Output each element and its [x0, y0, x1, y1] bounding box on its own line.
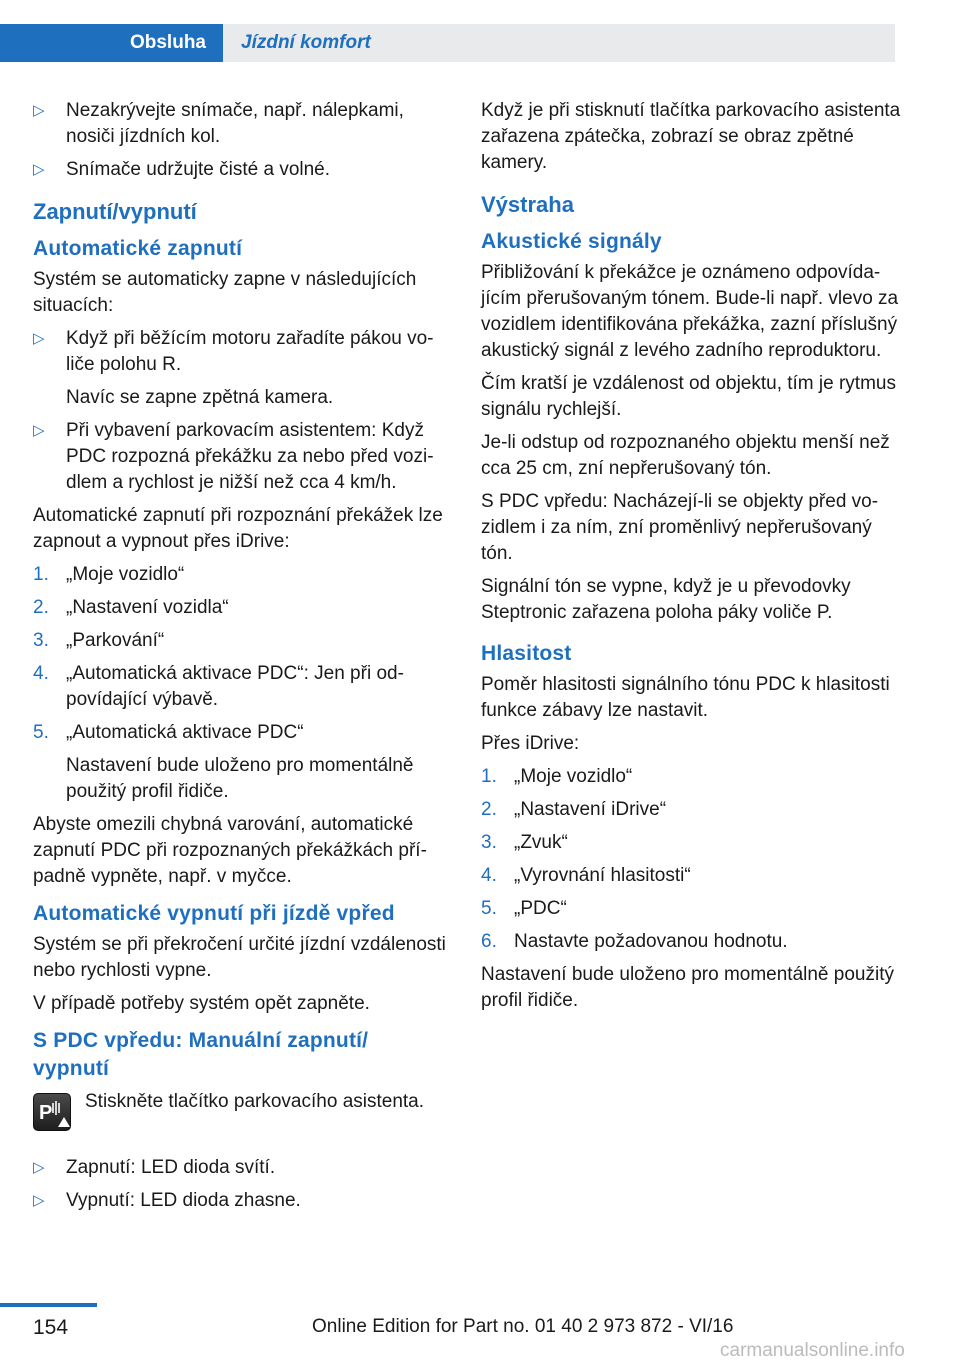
- list-item: ▷ Při vybavení parkovacím asistentem: Když PDC rozpozná překážku za nebo před vozidlem a rychlost je nižší než cca 4 km/h.: [33, 420, 434, 493]
- step-item: 3. „Zvuk“: [481, 830, 901, 856]
- bullet-triangle-icon: ▷: [33, 102, 45, 119]
- paragraph: Přibližování k překážce je oznámeno odpovídajícím přerušovaným tónem. Bude-li např. vlevo za vozidlem identifikována překážka, zazní příslušný akustický signál z levého zadního reproduktoru.: [481, 262, 899, 361]
- step-number: 5.: [481, 898, 497, 919]
- step-number: 1.: [33, 564, 49, 585]
- right-column: [481, 98, 901, 1021]
- heading-automaticke-zapnuti: Automatické zapnutí: [33, 237, 243, 260]
- svg-text:P: P: [39, 1102, 53, 1124]
- header-tabs: [0, 24, 895, 62]
- paragraph: Přes iDrive:: [481, 733, 580, 754]
- step-item: 4. „Vyrovnání hlasitosti“: [481, 863, 901, 889]
- bullet-triangle-icon: ▷: [33, 161, 45, 178]
- step-number: 5.: [33, 722, 49, 743]
- bullet-triangle-icon: ▷: [33, 330, 45, 347]
- step-number: 2.: [33, 597, 49, 618]
- paragraph: S PDC vpředu: Nacházejí-li se objekty před vozidlem i za ním, zní proměnlivý nepřerušovaný tón.: [481, 491, 879, 564]
- step-item: 5. „Automatická aktivace PDC“: [33, 720, 448, 746]
- list-item-note: Navíc se zapne zpětná kamera.: [66, 387, 334, 408]
- left-column: [33, 98, 448, 1221]
- step-item: 6. Nastavte požadovanou hodnotu.: [481, 929, 901, 955]
- bullet-triangle-icon: ▷: [33, 422, 45, 439]
- heading-zapnuti-vypnuti: Zapnutí/vypnutí: [33, 199, 197, 224]
- paragraph: Systém se při překročení určité jízdní vzdálenosti nebo rychlosti vypne.: [33, 934, 446, 981]
- edition-line: Online Edition for Part no. 01 40 2 973 872 - VI/16: [312, 1316, 734, 1337]
- list-item: ▷ Když při běžícím motoru zařadíte pákou voliče polohu R.: [33, 328, 434, 375]
- list-item: ▷ Zapnutí: LED dioda svítí.: [33, 1155, 448, 1181]
- list-item: ▷ Nezakrývejte snímače, např. nálepkami, nosiči jízdních kol.: [33, 100, 404, 147]
- paragraph: Čím kratší je vzdálenost od objektu, tím je rytmus signálu rychlejší.: [481, 373, 896, 420]
- step-number: 4.: [33, 663, 49, 684]
- parking-assistant-button-icon: [33, 1093, 71, 1131]
- step-number: 1.: [481, 766, 497, 787]
- heading-hlasitost: Hlasitost: [481, 642, 572, 665]
- heading-vystraha: Výstraha: [481, 192, 574, 217]
- step-item: 2. „Nastavení iDrive“: [481, 797, 901, 823]
- step-item: 2. „Nastavení vozidla“: [33, 595, 448, 621]
- step-item: 4. „Automatická aktivace PDC“: Jen při odpovídající výbavě.: [33, 663, 404, 710]
- paragraph: Automatické zapnutí při rozpoznání překážek lze zapnout a vypnout přes iDrive:: [33, 505, 443, 552]
- list-item: ▷ Snímače udržujte čisté a volné.: [33, 157, 448, 183]
- step-note: Nastavení bude uloženo pro momentálně použitý profil řidiče.: [66, 755, 414, 802]
- paragraph: Abyste omezili chybná varování, automatické zapnutí PDC při rozpoznaných překážkách případně vypněte, např. v myčce.: [33, 814, 427, 887]
- step-number: 2.: [481, 799, 497, 820]
- page-number: 154: [33, 1316, 69, 1339]
- paragraph: Signální tón se vypne, když je u převodovky Steptronic zařazena poloha páky voliče P.: [481, 576, 851, 623]
- step-number: 6.: [481, 931, 497, 952]
- step-number: 3.: [33, 630, 49, 651]
- step-number: 3.: [481, 832, 497, 853]
- bullet-triangle-icon: ▷: [33, 1192, 45, 1209]
- bullet-triangle-icon: ▷: [33, 1159, 45, 1176]
- step-item: 1. „Moje vozidlo“: [481, 764, 901, 790]
- paragraph: Poměr hlasitosti signálního tónu PDC k hlasitosti funkce zábavy lze nastavit.: [481, 674, 890, 721]
- paragraph: Nastavení bude uloženo pro momentálně použitý profil řidiče.: [481, 964, 894, 1011]
- paragraph: Je-li odstup od rozpoznaného objektu menší než cca 25 cm, zní nepřerušovaný tón.: [481, 432, 890, 479]
- paragraph: Systém se automaticky zapne v následujících situacích:: [33, 269, 417, 316]
- button-instruction: P Stiskněte tlačítko parkovacího asistenta.: [33, 1089, 448, 1131]
- heading-automaticke-vypnuti: Automatické vypnutí při jízdě vpřed: [33, 902, 395, 925]
- tab-obsluha: Obsluha: [0, 24, 223, 62]
- paragraph: Když je při stisknutí tlačítka parkovacího asistenta zařazena zpátečka, zobrazí se obraz zpětné kamery.: [481, 100, 901, 173]
- watermark: carmanualsonline.info: [720, 1340, 905, 1361]
- heading-akusticke-signaly: Akustické signály: [481, 230, 662, 253]
- step-item: 5. „PDC“: [481, 896, 901, 922]
- step-item: 1. „Moje vozidlo“: [33, 562, 448, 588]
- list-item: ▷ Vypnutí: LED dioda zhasne.: [33, 1188, 448, 1214]
- tab-jizdni-komfort: Jízdní komfort: [223, 24, 895, 62]
- step-item: 3. „Parkování“: [33, 628, 448, 654]
- footer-rule: [0, 1303, 97, 1307]
- heading-manualni-zapnuti: S PDC vpředu: Manuální zapnutí/ vypnutí: [33, 1029, 369, 1080]
- step-number: 4.: [481, 865, 497, 886]
- paragraph: V případě potřeby systém opět zapněte.: [33, 993, 370, 1014]
